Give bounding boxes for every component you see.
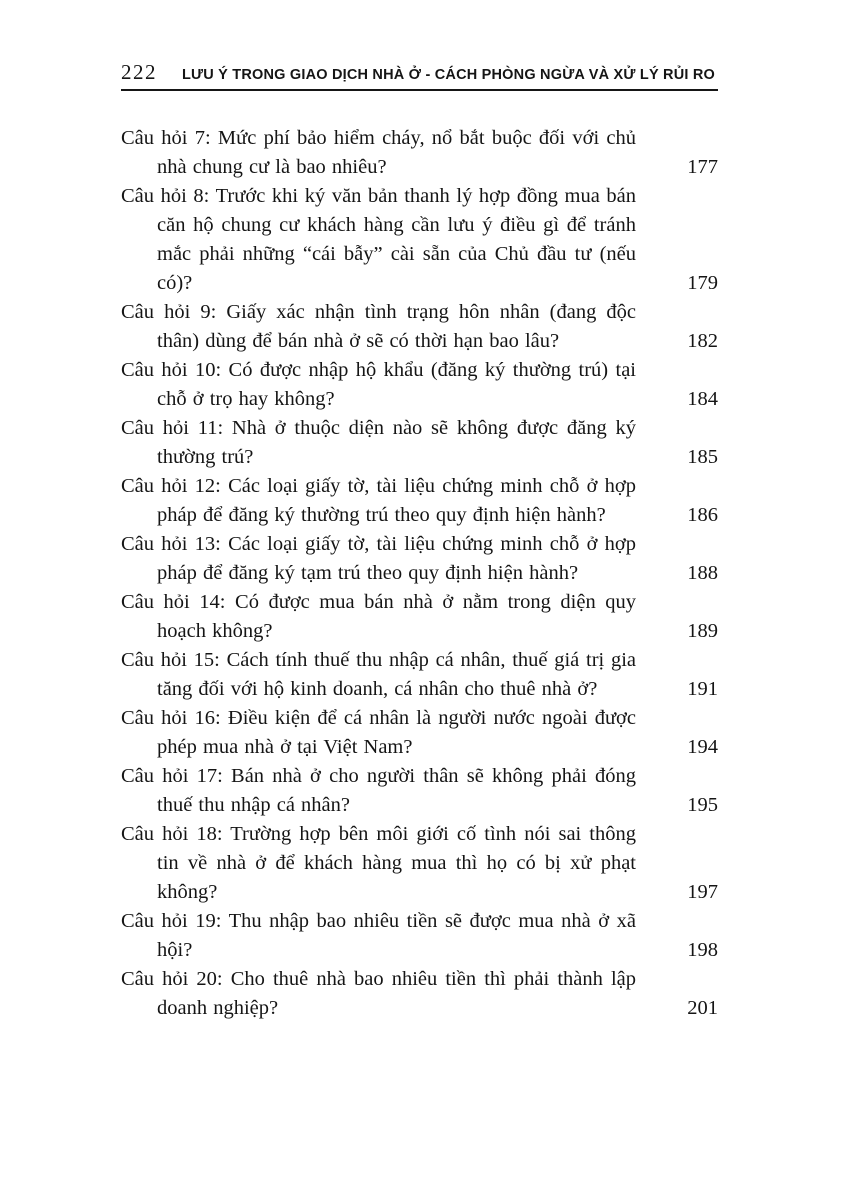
- toc-entry-text: Câu hỏi 19: Thu nhập bao nhiêu tiền sẽ được mua nhà ở xã hội?: [121, 910, 636, 961]
- toc-entry: [121, 298, 718, 356]
- page-header: [121, 60, 718, 85]
- toc-entry-page-number: 201: [687, 997, 718, 1019]
- toc-entry-text: Câu hỏi 16: Điều kiện để cá nhân là người nước ngoài được phép mua nhà ở tại Việt Nam?: [121, 707, 636, 758]
- page-number: 222: [121, 60, 157, 84]
- toc-entry: [121, 907, 718, 965]
- toc-entry-page-number: 186: [687, 504, 718, 526]
- toc-entry-text: Câu hỏi 15: Cách tính thuế thu nhập cá nhân, thuế giá trị gia tăng đối với hộ kinh doanh, cá nhân cho thuê nhà ở?: [121, 649, 636, 700]
- toc-entry-page-number: 189: [687, 620, 718, 642]
- toc-entry-page-number: 191: [687, 678, 718, 700]
- toc-entry: [121, 965, 718, 1023]
- toc-entry: [121, 646, 718, 704]
- toc-entry-page-number: 185: [687, 446, 718, 468]
- toc-entry: [121, 530, 718, 588]
- toc-entry-page-number: 198: [687, 939, 718, 961]
- toc-entry: [121, 414, 718, 472]
- toc-list: [121, 124, 718, 1023]
- toc-entry-text: Câu hỏi 8: Trước khi ký văn bản thanh lý hợp đồng mua bán căn hộ chung cư khách hàng cần lưu ý điều gì để tránh mắc phải những “cái bẫy” cài sẵn của Chủ đầu tư (nếu có)?: [121, 185, 636, 294]
- toc-entry-page-number: 195: [687, 794, 718, 816]
- toc-entry: [121, 472, 718, 530]
- header-rule: [121, 89, 718, 91]
- toc-entry: [121, 182, 718, 298]
- toc-entry: [121, 588, 718, 646]
- toc-entry-page-number: 197: [687, 881, 718, 903]
- toc-entry-text: Câu hỏi 17: Bán nhà ở cho người thân sẽ không phải đóng thuế thu nhập cá nhân?: [121, 765, 636, 816]
- toc-entry-page-number: 179: [687, 272, 718, 294]
- toc-entry: [121, 124, 718, 182]
- toc-entry-text: Câu hỏi 12: Các loại giấy tờ, tài liệu chứng minh chỗ ở hợp pháp để đăng ký thường trú theo quy định hiện hành?: [121, 475, 636, 526]
- toc-entry-page-number: 188: [687, 562, 718, 584]
- toc-entry-page-number: 184: [687, 388, 718, 410]
- toc-entry: [121, 704, 718, 762]
- toc-entry-page-number: 182: [687, 330, 718, 352]
- toc-entry: [121, 356, 718, 414]
- toc-entry-text: Câu hỏi 10: Có được nhập hộ khẩu (đăng ký thường trú) tại chỗ ở trọ hay không?: [121, 359, 636, 410]
- toc-entry: [121, 762, 718, 820]
- toc-entry-page-number: 194: [687, 736, 718, 758]
- running-title: LƯU Ý TRONG GIAO DỊCH NHÀ Ở - CÁCH PHÒNG NGỪA VÀ XỬ LÝ RỦI RO: [182, 67, 715, 83]
- toc-entry-text: Câu hỏi 13: Các loại giấy tờ, tài liệu chứng minh chỗ ở hợp pháp để đăng ký tạm trú theo quy định hiện hành?: [121, 533, 636, 584]
- toc-entry-page-number: 177: [687, 156, 718, 178]
- toc-entry-text: Câu hỏi 18: Trường hợp bên môi giới cố tình nói sai thông tin về nhà ở để khách hàng mua thì họ có bị xử phạt không?: [121, 823, 636, 903]
- toc-entry-text: Câu hỏi 11: Nhà ở thuộc diện nào sẽ không được đăng ký thường trú?: [121, 417, 636, 468]
- toc-entry-text: Câu hỏi 7: Mức phí bảo hiểm cháy, nổ bắt buộc đối với chủ nhà chung cư là bao nhiêu?: [121, 127, 636, 178]
- toc-entry-text: Câu hỏi 14: Có được mua bán nhà ở nằm trong diện quy hoạch không?: [121, 591, 636, 642]
- toc-entry-text: Câu hỏi 20: Cho thuê nhà bao nhiêu tiền thì phải thành lập doanh nghiệp?: [121, 968, 636, 1019]
- toc-entry: [121, 820, 718, 907]
- toc-entry-text: Câu hỏi 9: Giấy xác nhận tình trạng hôn nhân (đang độc thân) dùng để bán nhà ở sẽ có thời hạn bao lâu?: [121, 301, 636, 352]
